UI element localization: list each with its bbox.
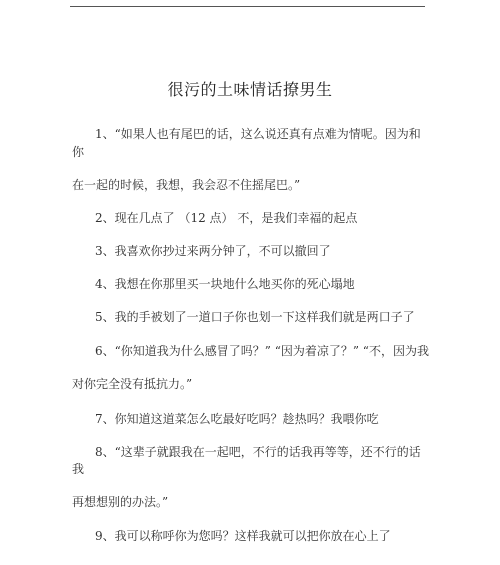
- top-rule: [70, 6, 425, 7]
- text-line-1: 1、“如果人也有尾巴的话，这么说还真有点难为情呢。因为和: [95, 127, 421, 141]
- text-line-8: 8、“这辈子就跟我在一起吧，不行的话我再等等，还不行的话: [95, 445, 421, 459]
- text-line-8-wrap: 我: [72, 462, 85, 476]
- text-line-3: 3、我喜欢你抄过来两分钟了，不可以撤回了: [95, 244, 331, 258]
- document-title: 很污的土味情话撩男生: [167, 80, 333, 99]
- text-line-4: 4、我想在你那里买一块地什么地买你的死心塌地: [95, 277, 355, 291]
- text-line-6-cont: 对你完全没有抵抗力。”: [72, 377, 193, 391]
- text-line-6: 6、“你知道我为什么感冒了吗？” “因为着凉了？” “不，因为我: [95, 344, 429, 358]
- text-line-9: 9、我可以称呼你为您吗？这样我就可以把你放在心上了: [95, 529, 391, 543]
- text-line-8-cont: 再想想别的办法。”: [72, 495, 169, 509]
- text-line-7: 7、你知道这道菜怎么吃最好吃吗？趁热吗？我喂你吃: [95, 412, 379, 426]
- text-line-2: 2、现在几点了 （12 点） 不，是我们幸福的起点: [95, 211, 358, 225]
- text-line-1-wrap: 你: [72, 145, 85, 159]
- text-line-1-cont: 在一起的时候，我想，我会忍不住摇尾巴。”: [72, 178, 301, 192]
- text-line-5: 5、我的手被划了一道口子你也划一下这样我们就是两口子了: [95, 310, 415, 324]
